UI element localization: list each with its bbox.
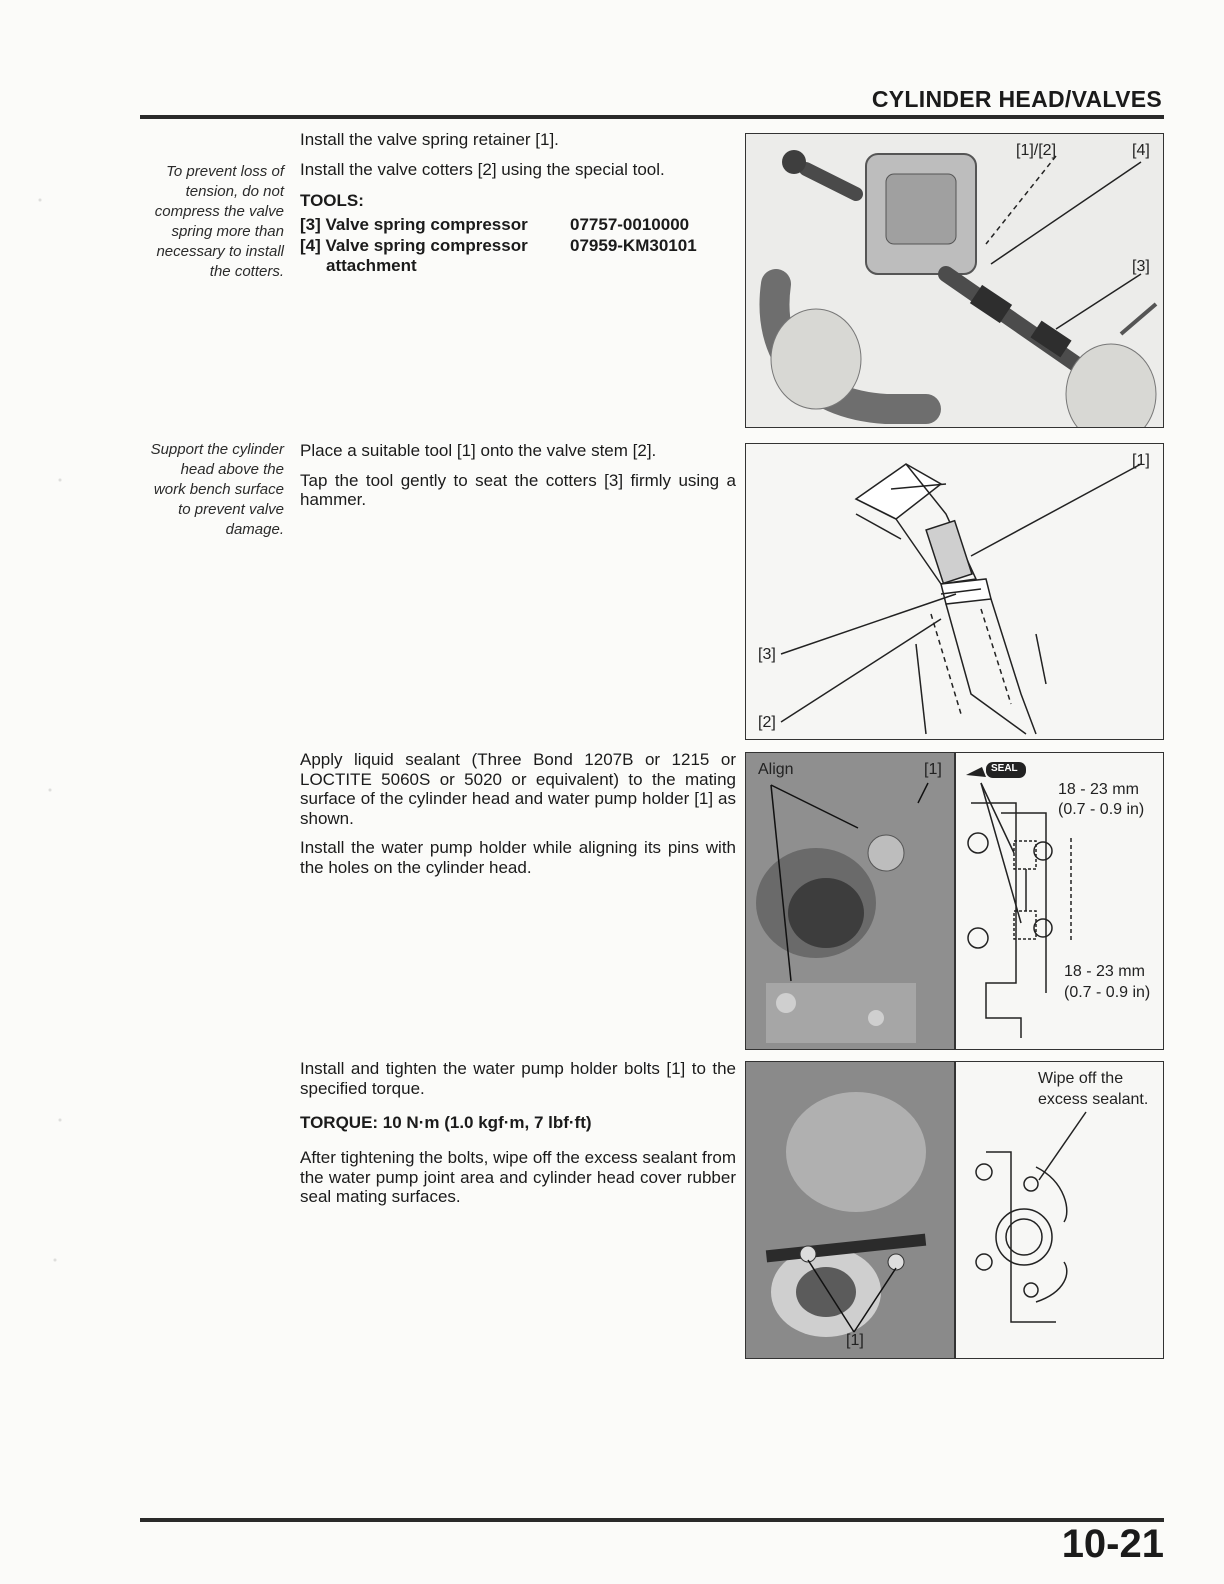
sealant-symbol: SEAL [991,763,1018,774]
callout-label: excess sealant. [1038,1091,1149,1108]
side-note-spring-tension [136,162,284,282]
dimension-label: (0.7 - 0.9 in) [1058,801,1145,818]
footer-rule [140,1518,1164,1522]
figure-tighten-bolts [745,1061,1164,1359]
figure-divider [954,1062,956,1359]
tool-name: [3] Valve spring compressor [300,215,528,234]
note-line: spring more than [171,223,284,240]
figure-valve-spring-compressor [745,133,1164,428]
compressor-illustration [746,134,1164,428]
note-line: head above the [180,461,284,478]
instruction-step: Place a suitable tool [1] onto the valve stem [2]. [300,441,657,460]
cotter-seating-diagram [746,444,1164,740]
callout-label: [1] [1132,452,1150,469]
note-line: Support the cylinder [150,441,284,458]
note-line: To prevent loss of [166,163,284,180]
callout-label: [4] [1132,142,1150,159]
figure-sealant-application [745,752,1164,1050]
instruction-step: Apply liquid sealant (Three Bond 1207B or 1215 or LOCTITE 5060S or 5020 or equivalent) to the mating surface of the cylinder head and water pump holder [1] as shown. [300,750,736,828]
note-line: the cotters. [209,263,284,280]
callout-label: [3] [758,646,776,663]
scan-margin-noise [0,0,120,1584]
tools-heading: TOOLS: [300,191,364,210]
tool-name-continued: attachment [326,256,417,275]
instruction-block-3 [300,750,736,887]
note-line: to prevent valve [178,501,284,518]
callout-label: Wipe off the [1038,1070,1124,1087]
instruction-block-4 [300,1059,736,1108]
instruction-step: Install the valve cotters [2] using the special tool. [300,159,665,179]
tool-part-number: 07959-KM30101 [570,236,697,255]
note-line: necessary to install [156,243,284,260]
note-line: work bench surface [153,481,284,498]
dimension-label: (0.7 - 0.9 in) [1064,984,1151,1001]
note-line: damage. [225,521,284,538]
page-title: CYLINDER HEAD/VALVES [871,86,1162,112]
callout-label: Align [758,761,794,778]
side-note-support-head [136,440,284,540]
tool-row [300,215,689,235]
note-line: compress the valve [154,203,284,220]
callout-label: [1] [846,1332,864,1349]
figure-divider [954,753,956,1050]
dimension-label: 18 - 23 mm [1058,781,1139,798]
instruction-step: Install the valve spring retainer [1]. [300,130,559,149]
note-line: tension, do not [185,183,284,200]
callout-label: [1] [924,761,942,778]
instruction-step: Install and tighten the water pump holder bolts [1] to the specified torque. [300,1059,736,1098]
callout-label: [2] [758,714,776,731]
instruction-block-2 [300,441,736,520]
tool-row [300,236,697,276]
instruction-step: Install the water pump holder while aligning its pins with the holes on the cylinder head. [300,838,736,877]
instruction-block-4b [300,1148,736,1217]
tool-part-number: 07757-0010000 [570,215,690,234]
instruction-block-1 [300,130,736,189]
instruction-step: After tightening the bolts, wipe off the excess sealant from the water pump joint area and cylinder head cover rubber seal mating surfaces. [300,1148,736,1206]
tool-name: [4] Valve spring compressor [300,236,528,255]
header-rule [140,115,1164,119]
torque-spec: TORQUE: 10 N·m (1.0 kgf·m, 7 lbf·ft) [300,1113,592,1132]
page-number: 10-21 [1061,1522,1164,1566]
dimension-label: 18 - 23 mm [1064,963,1145,980]
figure-seat-cotters [745,443,1164,740]
instruction-step: Tap the tool gently to seat the cotters [3] firmly using a hammer. [300,470,736,509]
callout-label: [1]/[2] [1016,142,1057,159]
callout-label: [3] [1132,258,1150,275]
